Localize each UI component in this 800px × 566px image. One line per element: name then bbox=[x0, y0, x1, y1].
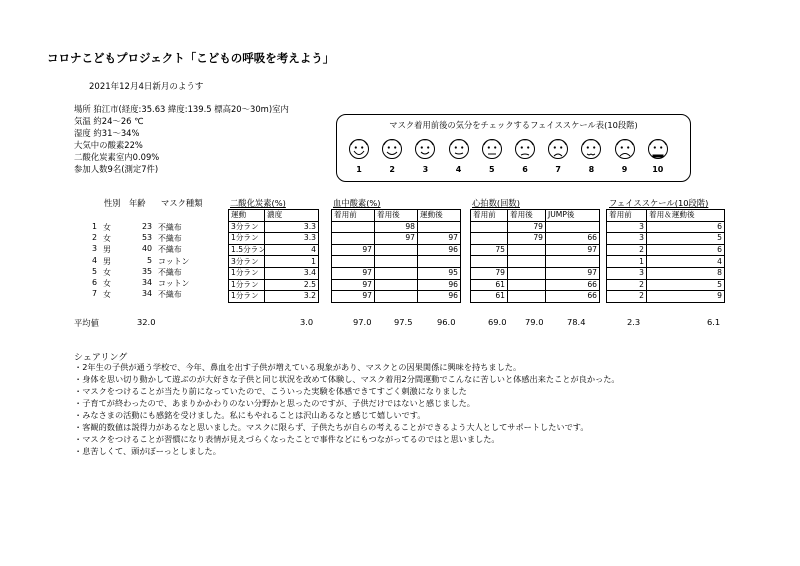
table-cell: 3分ラン bbox=[229, 256, 265, 268]
face-scale-level-8-icon bbox=[580, 138, 602, 164]
header-sex: 性別 bbox=[104, 198, 121, 208]
table-row bbox=[607, 244, 725, 256]
table-row bbox=[471, 256, 600, 268]
participant-number: 4 bbox=[92, 255, 98, 265]
face-scale-label: 7 bbox=[555, 165, 561, 174]
face-scale-title: マスク着用前後の気分をチェックするフェイススケール表(10段階) bbox=[389, 120, 638, 130]
table-cell: 2 bbox=[607, 291, 647, 303]
table-cell bbox=[471, 221, 508, 233]
table-cell: 3.4 bbox=[265, 267, 319, 279]
table-cell bbox=[546, 221, 600, 233]
table-cell: 97 bbox=[546, 267, 600, 279]
participant-number: 1 bbox=[92, 222, 98, 231]
table-cell: 97 bbox=[375, 233, 418, 245]
sharing-item: ・客観的数値は説得力があるなと思いました。マスクに限らず、子供たちが自らの考えることができるよう大人としてサポートしたいです。 bbox=[74, 422, 589, 432]
table-cell bbox=[375, 279, 418, 291]
face-scale-panel bbox=[336, 114, 691, 182]
participant-sex: 女 bbox=[103, 234, 111, 244]
face-scale-label: 3 bbox=[422, 165, 429, 174]
sharing-item: ・マスクをつけることが当たり前になっていたので、こういった実験を体感できてすごく刺激になりました bbox=[74, 386, 467, 396]
page-title: コロナこどもプロジェクト「こどもの呼吸を考えよう」 bbox=[47, 51, 335, 65]
table-cell: 1分ラン bbox=[229, 279, 265, 291]
participant-age: 23 bbox=[141, 222, 152, 231]
table-cell: 5 bbox=[647, 233, 725, 245]
participant-mask: コットン bbox=[158, 256, 190, 266]
column-header: 運動後 bbox=[418, 210, 461, 222]
face-scale-label: 10 bbox=[652, 165, 664, 174]
participant-mask: 不織布 bbox=[158, 234, 182, 244]
table-cell: 4 bbox=[265, 244, 319, 256]
table-cell bbox=[471, 233, 508, 245]
table-row bbox=[332, 279, 461, 291]
table-cell: 1分ラン bbox=[229, 233, 265, 245]
table-cell bbox=[508, 267, 546, 279]
table-cell: 97 bbox=[332, 267, 375, 279]
table-cell: 6 bbox=[647, 244, 725, 256]
face-scale-level-9-icon bbox=[614, 138, 636, 164]
info-co2: 二酸化炭素室内0.09% bbox=[74, 152, 160, 162]
participant-sex: 女 bbox=[103, 279, 111, 288]
table-cell: 66 bbox=[546, 279, 600, 291]
average-age: 32.0 bbox=[137, 317, 156, 327]
participant-mask: コットン bbox=[158, 279, 190, 288]
facescore-table bbox=[606, 209, 725, 303]
participant-sex: 女 bbox=[103, 267, 111, 277]
table-cell: 96 bbox=[418, 291, 461, 303]
sharing-item: ・身体を思い切り動かして遊ぶのが大好きな子供と同じ状況を改めて体験し、マスク着用2分間運動でこんなに苦しいと体感出来たことが良かった。 bbox=[74, 374, 620, 384]
table-row bbox=[332, 233, 461, 245]
table-cell bbox=[546, 256, 600, 268]
participant-age: 34 bbox=[141, 289, 152, 299]
table-cell: 97 bbox=[332, 291, 375, 303]
table-cell: 3 bbox=[607, 233, 647, 245]
participant-age: 53 bbox=[141, 233, 152, 243]
table-row bbox=[471, 233, 600, 245]
average-pulse-jump: 78.4 bbox=[567, 317, 586, 327]
sharing-item: ・みなさまの活動にも感銘を受けました。私にもやれることは沢山あるなと感じて嬉しいです。 bbox=[74, 410, 426, 420]
face-scale-label: 8 bbox=[588, 165, 595, 174]
participant-age: 40 bbox=[141, 244, 152, 254]
table-row bbox=[471, 267, 600, 279]
table-cell: 8 bbox=[647, 267, 725, 279]
table-row bbox=[607, 279, 725, 291]
table-row bbox=[229, 291, 319, 303]
table-row bbox=[607, 233, 725, 245]
table-cell: 79 bbox=[508, 221, 546, 233]
table-cell: 1 bbox=[607, 256, 647, 268]
participant-age: 35 bbox=[141, 266, 152, 276]
table-cell: 1分ラン bbox=[229, 291, 265, 303]
info-oxygen: 大気中の酸素22% bbox=[74, 140, 143, 150]
face-scale-label: 9 bbox=[621, 165, 628, 174]
table-cell: 61 bbox=[471, 279, 508, 291]
table-cell: 97 bbox=[546, 244, 600, 256]
face-scale-level-5-icon bbox=[481, 138, 503, 164]
table-row bbox=[607, 291, 725, 303]
table-cell: 3.2 bbox=[265, 291, 319, 303]
report-date: 2021年12月4日新月のようす bbox=[89, 82, 204, 92]
table-row bbox=[471, 279, 600, 291]
table-cell bbox=[375, 244, 418, 256]
table-cell: 66 bbox=[546, 291, 600, 303]
face-scale-label: 2 bbox=[389, 165, 395, 174]
table-cell: 1 bbox=[265, 256, 319, 268]
face-scale-label: 6 bbox=[522, 165, 528, 174]
participant-sex: 男 bbox=[103, 245, 111, 255]
participant-mask: 不織布 bbox=[158, 245, 182, 255]
average-face-before: 2.3 bbox=[627, 317, 641, 327]
column-header: 着用前 bbox=[332, 210, 375, 222]
participant-number: 2 bbox=[92, 233, 98, 243]
table-cell bbox=[471, 256, 508, 268]
column-header: 濃度 bbox=[265, 210, 319, 222]
table-row bbox=[332, 244, 461, 256]
table-row bbox=[229, 279, 319, 291]
participant-mask: 不織布 bbox=[158, 223, 182, 232]
table-cell bbox=[375, 267, 418, 279]
table-cell: 2 bbox=[607, 244, 647, 256]
table-cell: 3分ラン bbox=[229, 221, 265, 233]
face-scale-label: 4 bbox=[455, 165, 462, 174]
table-cell: 97 bbox=[332, 279, 375, 291]
table-cell: 1.5分ラン bbox=[229, 244, 265, 256]
table-cell bbox=[332, 221, 375, 233]
table-cell bbox=[375, 256, 418, 268]
column-header: JUMP後 bbox=[546, 210, 600, 222]
table-row bbox=[607, 267, 725, 279]
table-row bbox=[229, 267, 319, 279]
face-scale-level-2-icon bbox=[381, 138, 403, 164]
participant-sex: 女 bbox=[103, 290, 111, 300]
table-row bbox=[607, 221, 725, 233]
participant-sex: 男 bbox=[103, 256, 111, 266]
column-header: 運動 bbox=[229, 210, 265, 222]
table-cell: 1分ラン bbox=[229, 267, 265, 279]
table-row bbox=[229, 256, 319, 268]
header-mask: マスク種類 bbox=[161, 198, 203, 208]
column-header: 着用＆運動後 bbox=[647, 210, 725, 222]
face-scale-label: 5 bbox=[489, 165, 495, 174]
table-cell: 95 bbox=[418, 267, 461, 279]
co2-table bbox=[228, 209, 319, 303]
sharing-title: シェアリング bbox=[74, 353, 128, 363]
average-spo2-exercise: 96.0 bbox=[437, 317, 456, 327]
face-scale-level-6-icon bbox=[514, 138, 536, 164]
table-cell bbox=[508, 291, 546, 303]
participant-number: 7 bbox=[92, 289, 98, 299]
table-cell bbox=[375, 291, 418, 303]
participant-sex: 女 bbox=[103, 223, 111, 232]
table-row bbox=[332, 291, 461, 303]
sharing-item: ・子育てが終わったので、あまりかかわりのない分野かと思ったのですが、子供だけではないと感じました。 bbox=[74, 398, 475, 408]
average-co2: 3.0 bbox=[300, 317, 314, 327]
average-label: 平均値 bbox=[74, 318, 99, 328]
table-cell bbox=[508, 244, 546, 256]
average-spo2-after: 97.5 bbox=[394, 317, 413, 327]
face-scale-level-7-icon bbox=[547, 138, 569, 164]
face-scale-level-1-icon bbox=[348, 138, 370, 164]
face-scale-label: 1 bbox=[356, 165, 362, 174]
table-cell: 2 bbox=[607, 279, 647, 291]
info-participants: 参加人数9名(測定7件) bbox=[74, 164, 159, 174]
average-pulse-before: 69.0 bbox=[488, 317, 507, 327]
co2-title: 二酸化炭素(%) bbox=[230, 198, 286, 208]
info-temperature: 気温 約24～26 ℃ bbox=[74, 116, 144, 126]
face-scale-level-4-icon bbox=[448, 138, 470, 164]
table-cell bbox=[332, 233, 375, 245]
table-row bbox=[332, 267, 461, 279]
header-age: 年齢 bbox=[129, 198, 146, 208]
table-cell: 9 bbox=[647, 291, 725, 303]
column-header: 着用前 bbox=[471, 210, 508, 222]
facescore-title: フェイススケール(10段階) bbox=[609, 198, 709, 208]
participant-age: 5 bbox=[146, 255, 152, 265]
participant-number: 5 bbox=[92, 266, 98, 276]
pulse-table bbox=[470, 209, 600, 303]
face-scale-level-10-icon bbox=[647, 138, 669, 164]
table-cell bbox=[418, 221, 461, 233]
table-cell: 6 bbox=[647, 221, 725, 233]
spo2-title: 血中酸素(%) bbox=[333, 198, 381, 208]
table-cell: 66 bbox=[546, 233, 600, 245]
table-cell: 96 bbox=[418, 279, 461, 291]
table-cell: 3 bbox=[607, 267, 647, 279]
table-row bbox=[471, 244, 600, 256]
participant-number: 3 bbox=[92, 244, 98, 254]
table-row bbox=[332, 221, 461, 233]
table-cell bbox=[332, 256, 375, 268]
average-face-after: 6.1 bbox=[707, 317, 721, 327]
column-header: 着用前 bbox=[607, 210, 647, 222]
participant-number: 6 bbox=[92, 278, 98, 287]
table-cell: 2.5 bbox=[265, 279, 319, 291]
info-location: 場所 狛江市(経度:35.63 緯度:139.5 標高20～30m)室内 bbox=[74, 104, 289, 114]
face-scale-level-3-icon bbox=[414, 138, 436, 164]
pulse-title: 心拍数(回数) bbox=[472, 198, 520, 208]
participant-age: 34 bbox=[141, 278, 152, 287]
table-row bbox=[229, 233, 319, 245]
info-humidity: 湿度 約31～34% bbox=[74, 128, 140, 138]
table-cell: 4 bbox=[647, 256, 725, 268]
table-row bbox=[229, 221, 319, 233]
table-cell: 79 bbox=[508, 233, 546, 245]
table-cell: 61 bbox=[471, 291, 508, 303]
table-cell: 96 bbox=[418, 244, 461, 256]
table-cell bbox=[508, 256, 546, 268]
average-pulse-after: 79.0 bbox=[525, 317, 544, 327]
participant-mask: 不織布 bbox=[158, 290, 182, 300]
table-row bbox=[471, 291, 600, 303]
sharing-item: ・2年生の子供が通う学校で、今年、鼻血を出す子供が増えている現象があり、マスクとの因果関係に興味を持ちました。 bbox=[74, 362, 522, 372]
table-cell: 75 bbox=[471, 244, 508, 256]
spo2-table bbox=[331, 209, 461, 303]
table-cell bbox=[508, 279, 546, 291]
table-cell: 98 bbox=[375, 221, 418, 233]
column-header: 着用後 bbox=[375, 210, 418, 222]
table-row bbox=[332, 256, 461, 268]
table-cell: 5 bbox=[647, 279, 725, 291]
table-cell bbox=[418, 256, 461, 268]
table-row bbox=[607, 256, 725, 268]
participant-mask: 不織布 bbox=[158, 267, 182, 277]
average-spo2-before: 97.0 bbox=[353, 317, 372, 327]
table-cell: 97 bbox=[332, 244, 375, 256]
table-cell: 97 bbox=[418, 233, 461, 245]
table-cell: 3.3 bbox=[265, 221, 319, 233]
sharing-item: ・息苦しくて、頭がぼーっとしました。 bbox=[74, 446, 221, 456]
column-header: 着用後 bbox=[508, 210, 546, 222]
table-row bbox=[229, 244, 319, 256]
table-cell: 79 bbox=[471, 267, 508, 279]
table-cell: 3.3 bbox=[265, 233, 319, 245]
sharing-item: ・マスクをつけることが習慣になり表情が見えづらくなったことで事件などにもつながってるのではと思いました。 bbox=[74, 434, 500, 444]
table-cell: 3 bbox=[607, 221, 647, 233]
table-row bbox=[471, 221, 600, 233]
